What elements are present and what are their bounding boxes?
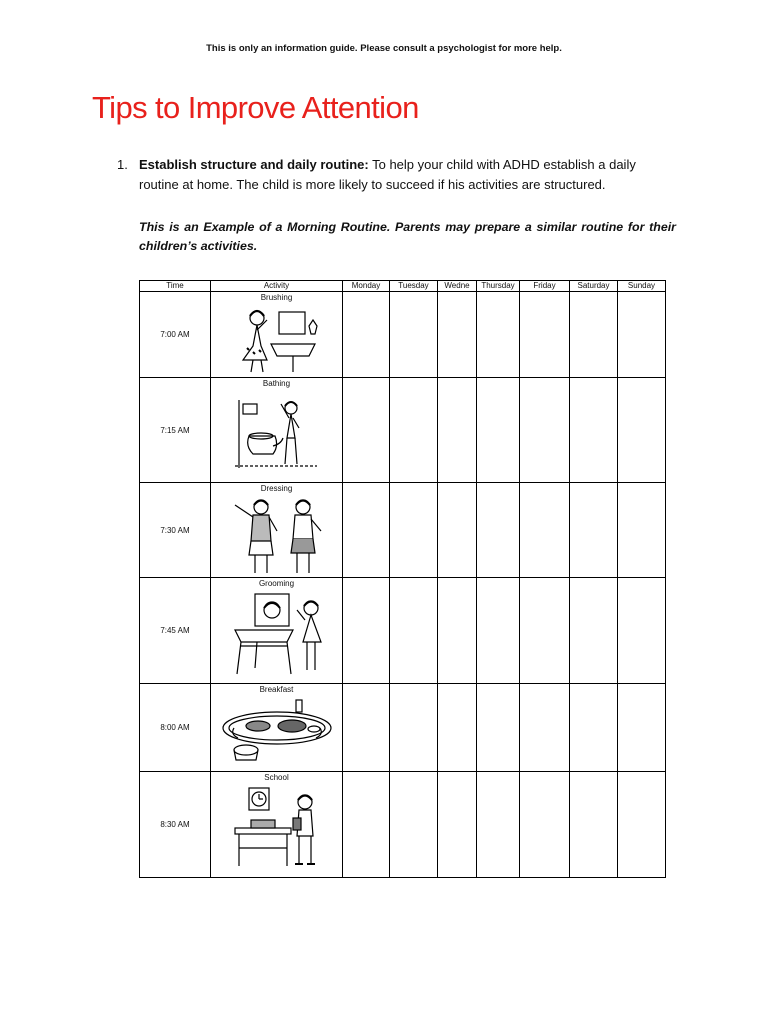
- disclaimer-header: This is only an information guide. Please consult a psychologist for more help.: [206, 43, 562, 54]
- child-grooming-at-mirror-illustration: [227, 590, 327, 676]
- row-activity: [211, 292, 343, 378]
- day-cell-wednesday: [438, 378, 477, 483]
- day-cell-wednesday: [438, 772, 477, 878]
- day-cell-tuesday: [390, 578, 438, 684]
- row-time: 7:00 AM: [140, 292, 211, 378]
- table-row: [140, 578, 666, 684]
- day-cell-tuesday: [390, 292, 438, 378]
- table-row: [140, 684, 666, 772]
- table-row: [140, 378, 666, 483]
- example-note: This is an Example of a Morning Routine. Parents may prepare a similar routine for their children’s activities.: [139, 220, 676, 253]
- row-time: 8:30 AM: [140, 772, 211, 878]
- row-time: 8:00 AM: [140, 684, 211, 772]
- day-cell-sunday: [618, 684, 666, 772]
- header-thursday: Thursday: [477, 281, 520, 292]
- day-cell-monday: [343, 684, 390, 772]
- header-activity: Activity: [211, 281, 343, 292]
- tip-heading: Establish structure and daily routine:: [139, 157, 369, 172]
- activity-label: Bathing: [262, 379, 291, 388]
- day-cell-friday: [520, 292, 570, 378]
- day-cell-friday: [520, 578, 570, 684]
- row-activity: [211, 772, 343, 878]
- table-row: [140, 483, 666, 578]
- day-cell-friday: [520, 378, 570, 483]
- table-row: [140, 292, 666, 378]
- day-cell-saturday: [570, 378, 618, 483]
- child-brushing-teeth-illustration: [229, 304, 325, 374]
- row-time: 7:45 AM: [140, 578, 211, 684]
- child-bathing-illustration: [229, 390, 325, 472]
- header-tuesday: Tuesday: [390, 281, 438, 292]
- day-cell-wednesday: [438, 684, 477, 772]
- breakfast-tray-illustration: [218, 696, 336, 766]
- row-activity: [211, 378, 343, 483]
- row-activity: [211, 684, 343, 772]
- row-time: 7:15 AM: [140, 378, 211, 483]
- activity-label: Breakfast: [259, 685, 294, 694]
- day-cell-monday: [343, 292, 390, 378]
- header-sunday: Sunday: [618, 281, 666, 292]
- row-time: 7:30 AM: [140, 483, 211, 578]
- day-cell-saturday: [570, 483, 618, 578]
- header-saturday: Saturday: [570, 281, 618, 292]
- tip-number: 1.: [117, 157, 128, 172]
- day-cell-wednesday: [438, 578, 477, 684]
- day-cell-tuesday: [390, 772, 438, 878]
- table-header-row: [140, 281, 666, 292]
- children-dressing-illustration: [227, 495, 327, 575]
- child-going-to-school-illustration: [227, 784, 327, 870]
- tip-body: [139, 155, 677, 195]
- day-cell-thursday: [477, 684, 520, 772]
- day-cell-sunday: [618, 378, 666, 483]
- day-cell-thursday: [477, 578, 520, 684]
- header-friday: Friday: [520, 281, 570, 292]
- day-cell-sunday: [618, 292, 666, 378]
- day-cell-friday: [520, 772, 570, 878]
- morning-routine-table: [139, 280, 666, 878]
- table-row: [140, 772, 666, 878]
- day-cell-monday: [343, 772, 390, 878]
- activity-label: School: [264, 773, 289, 782]
- activity-label: Grooming: [258, 579, 295, 588]
- day-cell-wednesday: [438, 483, 477, 578]
- day-cell-thursday: [477, 378, 520, 483]
- day-cell-saturday: [570, 578, 618, 684]
- day-cell-tuesday: [390, 378, 438, 483]
- day-cell-monday: [343, 378, 390, 483]
- day-cell-saturday: [570, 292, 618, 378]
- day-cell-saturday: [570, 772, 618, 878]
- day-cell-friday: [520, 684, 570, 772]
- tip-text: To help your child with ADHD establish a daily routine at home. The child is more likely to succeed if his activities are structured.: [139, 157, 636, 192]
- page-title: Tips to Improve Attention: [92, 90, 419, 125]
- day-cell-monday: [343, 483, 390, 578]
- tip-item-1: [117, 155, 677, 195]
- day-cell-sunday: [618, 483, 666, 578]
- row-activity: [211, 578, 343, 684]
- day-cell-wednesday: [438, 292, 477, 378]
- day-cell-thursday: [477, 292, 520, 378]
- header-time: Time: [140, 281, 211, 292]
- activity-label: Brushing: [260, 293, 293, 302]
- day-cell-sunday: [618, 772, 666, 878]
- day-cell-friday: [520, 483, 570, 578]
- day-cell-thursday: [477, 483, 520, 578]
- row-activity: [211, 483, 343, 578]
- header-wednesday: Wedne: [438, 281, 477, 292]
- day-cell-thursday: [477, 772, 520, 878]
- day-cell-tuesday: [390, 684, 438, 772]
- day-cell-tuesday: [390, 483, 438, 578]
- activity-label: Dressing: [260, 484, 293, 493]
- day-cell-sunday: [618, 578, 666, 684]
- day-cell-monday: [343, 578, 390, 684]
- day-cell-saturday: [570, 684, 618, 772]
- header-monday: Monday: [343, 281, 390, 292]
